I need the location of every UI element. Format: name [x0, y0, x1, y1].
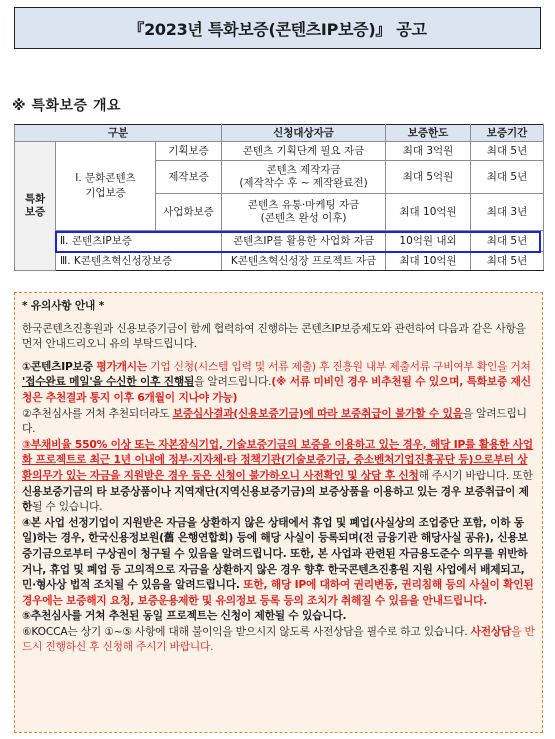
item6-tail: 을 반드시 진행하신 후 신청해 주시기 바랍니다. [22, 624, 535, 654]
limit-cell: 10억원 내외 [386, 231, 471, 252]
notice-item-6 [22, 624, 535, 655]
period-cell: 최대 5년 [471, 142, 544, 161]
notice-box [14, 292, 543, 733]
limit-cell: 최대 10억원 [386, 252, 471, 271]
ip-guarantee-label: Ⅱ. 콘텐츠IP보증 [56, 231, 222, 252]
sub-label: 기획보증 [156, 142, 222, 161]
limit-cell: 최대 5억원 [386, 161, 471, 194]
notice-item-5: ⑤추천심사를 거쳐 추천된 동일 프로젝트는 신청이 제한될 수 있습니다. [22, 609, 347, 623]
item2-tail: 을 알려드립니다. [22, 406, 527, 436]
item1-emph: 평가개시는 [96, 359, 148, 373]
item6-emph: 사전상담 [470, 624, 512, 638]
period-cell: 최대 5년 [471, 231, 544, 252]
limit-cell: 최대 3억원 [386, 142, 471, 161]
table-row [15, 142, 544, 161]
limit-cell: 최대 10억원 [386, 194, 471, 231]
item3-bold: 신용보증기금의 타 보증상품이나 지역재단(지역신용보증기금)의 보증상품을 이용하고 있는 경우 보증취급이 제한 [22, 484, 529, 514]
item1-note: (※ 서류 미비인 경우 비추천될 수 있으며, 특화보증 재신청은 추천결과 통지 이후 6개월이 지나야 가능) [22, 375, 531, 404]
header-limit: 보증한도 [386, 125, 471, 142]
item3-text: 해 주시기 바랍니다. 또한 [418, 468, 533, 482]
notice-item-3 [22, 437, 535, 515]
culture-company-label: Ⅰ. 문화콘텐츠 기업보증 [56, 142, 156, 231]
period-cell: 최대 5년 [471, 161, 544, 194]
section-heading: ※ 특화보증 개요 [12, 98, 122, 114]
item1-text: 기업 신청(시스템 입력 및 서류 제출) 후 진흥원 내부 제출서류 구비여부 확인을 거쳐 [147, 359, 531, 373]
notice-item-2 [22, 406, 535, 437]
overview-table [14, 124, 544, 271]
group-label: 특화 보증 [15, 142, 56, 271]
sub-label: 사업화보증 [156, 194, 222, 231]
table-header-row [15, 125, 544, 142]
item3-tail: 될 수 있습니다. [32, 500, 103, 514]
sub-label: 제작보증 [156, 161, 222, 194]
item2-emph: 보증심사결과(신용보증기금)에 따라 보증취급이 불가할 수 있음 [172, 406, 463, 420]
item4-bold: ④본 사업 선정기업이 지원받은 자금을 상환하지 않은 상태에서 휴업 및 폐업(사실상의 조업중단 포함, 이하 동일)하는 경우, 한국신용정보원(舊 은행연합회) 등에 해당 사실이 등록되며(전 금융기관 해당사실 공유), 신용보증기금으로부터 구상권이 청구될 수 있음을 알려드립니다. 또한, 본 사업과 관련된 자금용도준수 의무를 위반하거나, 휴업 및 폐업 등 고의적으로 자금을 상환하지 않은 경우 향후 한국콘텐츠진흥원 지원 사업에서 배제되고, 민·형사상 법적 조치될 수 있음을 알려드립니다. [22, 515, 528, 592]
page-title: 『2023년 특화보증(콘텐츠IP보증)』 공고 [14, 7, 541, 49]
fund-cell: K콘텐츠혁신성장 프로젝트 자금 [222, 252, 386, 271]
fund-cell: 콘텐츠 유통·마케팅 자금 (콘텐츠 완성 이후) [222, 194, 386, 231]
k-guarantee-label: Ⅲ. K콘텐츠혁신성장보증 [56, 252, 222, 271]
notice-title: * 유의사항 안내 * [22, 299, 105, 312]
notice-item-1 [22, 359, 535, 406]
header-fund: 신청대상자금 [222, 125, 386, 142]
fund-cell: 콘텐츠 기획단계 필요 자금 [222, 142, 386, 161]
item2-text: ②추천심사를 거쳐 추천되더라도 [22, 406, 173, 420]
fund-cell: 콘텐츠IP를 활용한 사업화 자금 [222, 231, 386, 252]
table-row-ip [15, 231, 544, 252]
item1-lead: ①콘텐츠IP보증 [22, 359, 97, 373]
period-cell: 최대 5년 [471, 252, 544, 271]
item3-emph: ③부채비율 550% 이상 또는 자본잠식기업, 기술보증기금의 보증을 이용하고 있는 경우, 해당 IP를 활용한 사업화 프로젝트로 최근 1년 이내에 정부·지자체·타 정책기관(기술보증기금, 중소벤처기업진흥공단 등)으로부터 상환의무가 있는 자금을 지원받은 경우 등은 신청이 불가하오니 사전확인 및 상담 후 신청 [22, 437, 533, 482]
table-row-k [15, 252, 544, 271]
item1-tail: 을 알려드립니다. [194, 375, 272, 389]
header-category: 구분 [15, 125, 222, 142]
item6-text: ⑥KOCCA는 상기 ①~⑤ 사항에 대해 불이익을 받으시지 않도록 사전상담을 필수로 하고 있습니다. [22, 624, 471, 638]
item1-underline: '접수완료 메일'을 수신한 이후 진행됨 [22, 375, 195, 389]
header-period: 보증기간 [471, 125, 544, 142]
period-cell: 최대 3년 [471, 194, 544, 231]
fund-cell: 콘텐츠 제작자금 (제작착수 후 ~ 제작완료전) [222, 161, 386, 194]
notice-item-4 [22, 515, 535, 609]
notice-intro: 한국콘텐츠진흥원과 신용보증기금이 함께 협력하여 진행하는 콘텐츠IP보증제도와 관련하여 다음과 같은 사항을 먼저 안내드리오니 유의 부탁드립니다. [22, 321, 526, 351]
item4-red: 또한, 해당 IP에 대하여 권리변동, 권리침해 등의 사실이 확인된 경우에는 보증해지 요청, 보증운용제한 및 유의정보 등록 등의 조치가 취해질 수 있음을 안내드립니다. [22, 578, 534, 607]
